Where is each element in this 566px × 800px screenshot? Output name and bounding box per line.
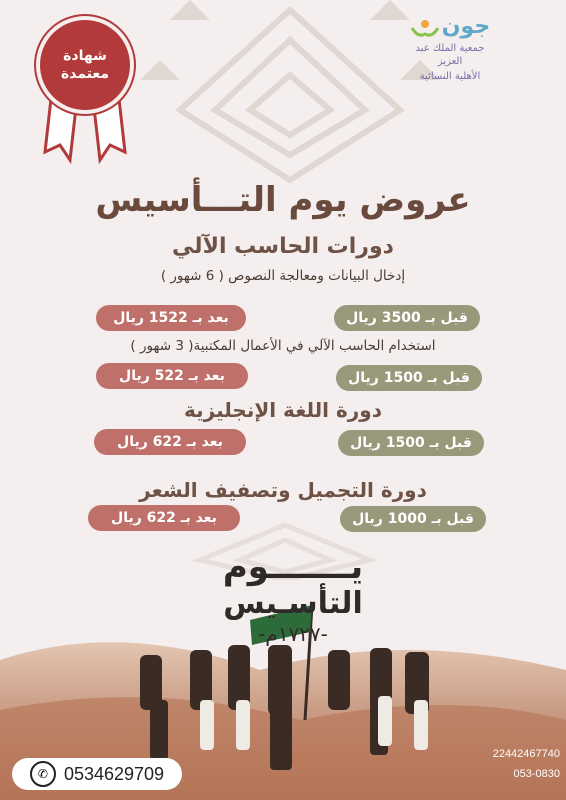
foundation-line1: يـــــــوم [222,547,364,587]
beauty-before-price: قبل بـ 1000 ريال [340,506,486,532]
computer-course1-title: إدخال البيانات ومعالجة النصوص ( 6 شهور ) [160,268,406,284]
phone-number: 0534629709 [63,763,165,784]
foundation-line3: -١٧٢٧م- [258,622,328,646]
logo-subtitle: الأهلية النسائية [419,71,481,82]
hands-icon [410,16,440,40]
badge-line2: معتمدة [60,66,110,82]
contact-numbers [493,744,560,784]
contact-number2: 053-0830 [513,768,560,780]
english-before-price: قبل بـ 1500 ريال [338,430,484,456]
computer-course2-title: استخدام الحاسب الآلي في الأعمال المكتبية( 3 شهور ) [130,338,436,354]
course1-after-price: بعد بـ 1522 ريال [96,305,246,331]
foundation-day-logo [178,548,408,658]
beauty-course-heading: دورة التجميل وتصفيف الشعر [139,478,427,502]
english-course-heading: دورة اللغة الإنجليزية [184,398,382,422]
badge-seal [40,20,130,110]
phone-icon: ✆ [30,761,56,787]
logo-word: جون [441,14,491,39]
computer-courses-heading: دورات الحاسب الآلي [172,234,394,259]
sadu-pattern-top [140,0,440,190]
certified-badge [40,20,130,170]
logo-name: جمعية الملك عبد العزيز [415,43,485,67]
badge-line1: شهادة [63,48,107,64]
logo-icon [402,16,498,40]
course2-after-price: بعد بـ 522 ريال [96,363,248,389]
course1-before-price: قبل بـ 3500 ريال [334,305,480,331]
association-logo [402,16,498,83]
phone-contact[interactable] [12,758,182,790]
english-after-price: بعد بـ 622 ريال [94,429,246,455]
contact-number1: 22442467740 [492,748,560,760]
beauty-after-price: بعد بـ 622 ريال [88,505,240,531]
course2-before-price: قبل بـ 1500 ريال [336,365,482,391]
foundation-line2: التأسـيس [223,586,363,621]
page-title: عروض يوم التـــأسيس [95,180,471,220]
